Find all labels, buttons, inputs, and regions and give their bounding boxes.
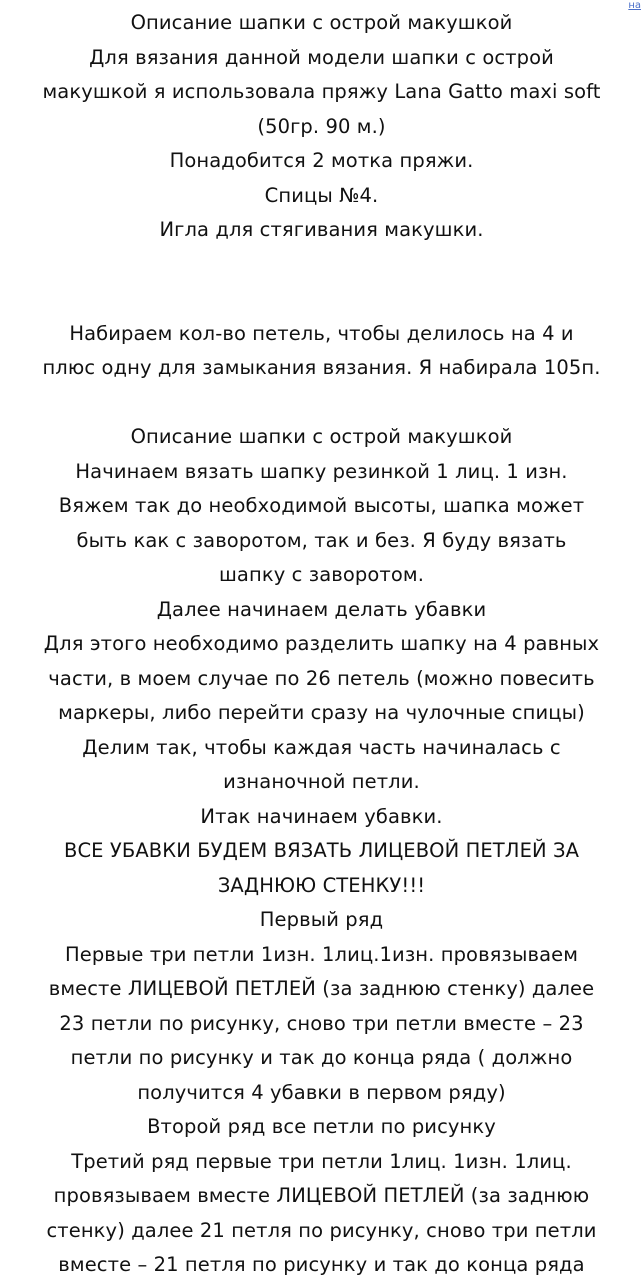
text-line: шапку с заворотом. [218,563,425,586]
text-line: Начинаем вязать шапку резинкой 1 лиц. 1 изн. [75,459,568,483]
row-heading: Первый ряд [259,908,384,931]
emphasis-line: ВСЕ УБАВКИ БУДЕМ ВЯЗАТЬ ЛИЦЕВОЙ ПЕТЛЕЙ ЗА [63,839,580,862]
text-line: петли по рисунку и так до конца ряда ( должно [70,1046,573,1069]
text-line: стенку) далее 21 петля по рисунку, сново три петли [46,1218,597,1242]
text-line: Игла для стягивания макушки. [159,218,484,241]
text-line: Итак начинаем убавки. [200,804,443,828]
text-line: Далее начинаем делать убавки [156,597,487,621]
text-line: вместе – 21 петля по рисунку и так до конца ряда [58,1253,585,1276]
text-line: Вяжем так до необходимой высоты, шапка может [58,494,585,517]
text-line: 23 петли по рисунку, сново три петли вместе – 23 [59,1011,584,1035]
instructions-block [0,420,643,1283]
blank-line [0,282,643,317]
blank-line [0,386,643,421]
text-line: изнаночной петли. [223,770,420,793]
text-line: Для вязания данной модели шапки с острой [89,45,554,69]
text-line: Делим так, чтобы каждая часть начиналась с [82,735,561,759]
text-line: маркеры, либо перейти сразу на чулочные спицы) [58,701,585,724]
text-line: Спицы №4. [264,183,379,207]
text-line: вместе ЛИЦЕВОЙ ПЕТЛЕЙ (за заднюю стенку) далее [48,977,595,1000]
text-line: получится 4 убавки в первом ряду) [137,1080,506,1104]
text-line: части, в моем случае по 26 петель (можно повесить [48,666,595,690]
text-line: Третий ряд первые три петли 1лиц. 1изн. 1лиц. [71,1149,572,1173]
text-line: Набираем кол-во петель, чтобы делилось на 4 и [69,321,574,345]
text-line: макушкой я использовала пряжу Lana Gatto maxi soft [42,80,601,103]
blank-line [0,248,643,283]
text-line: Первые три петли 1изн. 1лиц.1изн. провязываем [64,942,579,966]
text-line: Второй ряд все петли по рисунку [147,1115,496,1138]
text-line: плюс одну для замыкания вязания. Я набирала 105п. [42,356,601,379]
cast-on-block [0,317,643,386]
text-line: Понадобится 2 мотка пряжи. [169,149,474,172]
emphasis-line: ЗАДНЮЮ СТЕНКУ!!! [217,873,426,897]
text-line: (50гр. 90 м.) [257,114,386,138]
text-line: Для этого необходимо разделить шапку на 4 равных [43,632,600,655]
intro-block [0,6,643,248]
article-title: Описание шапки с острой макушкой [130,11,513,34]
article-text [0,6,643,1283]
section-title: Описание шапки с острой макушкой [130,425,513,448]
text-line: провязываем вместе ЛИЦЕВОЙ ПЕТЛЕЙ (за заднюю [53,1184,590,1207]
text-line: быть как с заворотом, так и без. Я буду вязать [76,528,567,552]
top-corner-link[interactable]: на [628,0,641,11]
